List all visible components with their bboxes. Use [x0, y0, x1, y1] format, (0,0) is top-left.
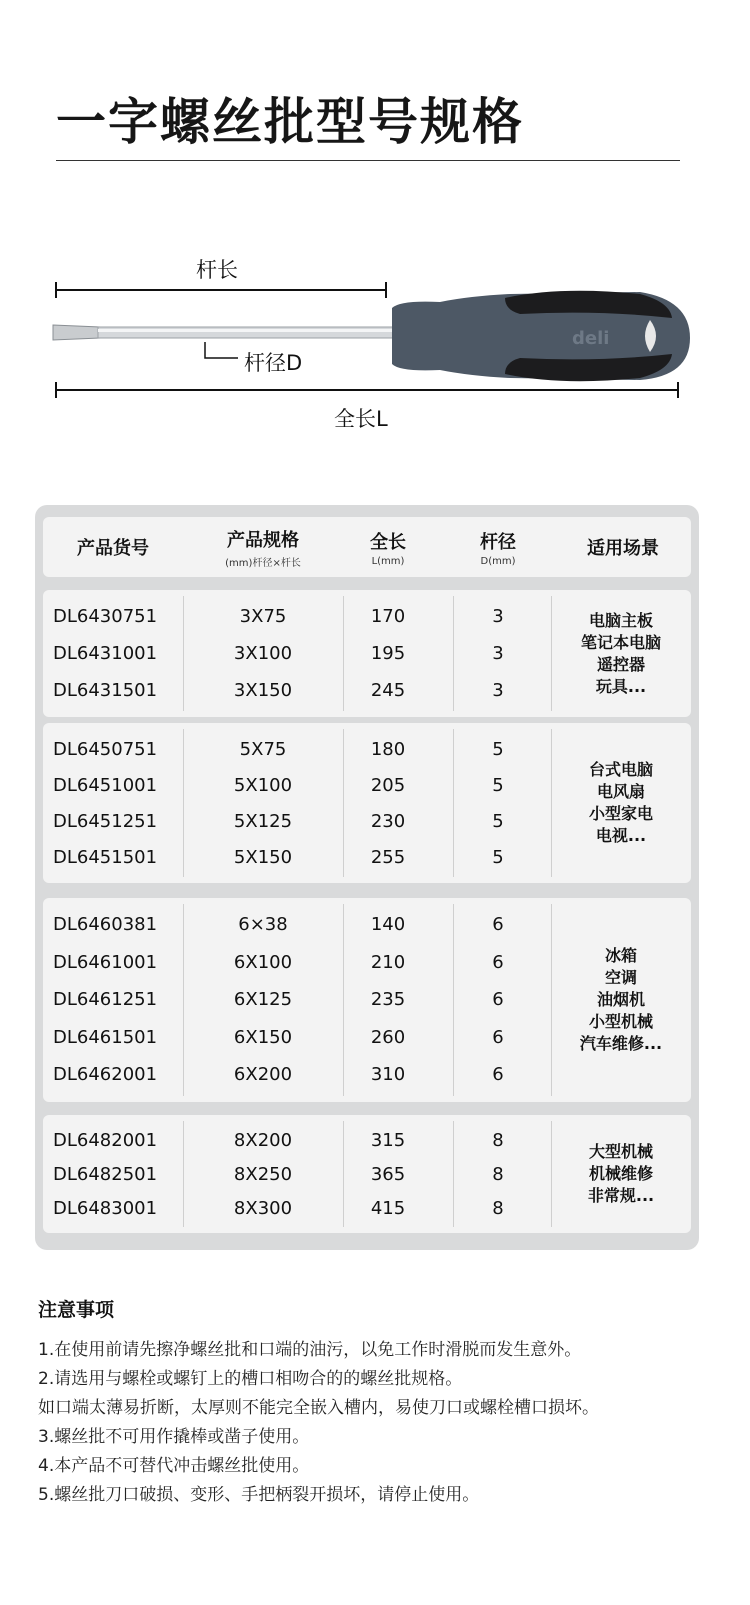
cell-spec: 8X200 — [233, 1129, 293, 1151]
notes-section — [38, 1295, 728, 1510]
screwdriver-diagram — [0, 230, 750, 440]
cell-product-code: DL6462001 — [53, 1064, 158, 1086]
table-row — [43, 1157, 513, 1191]
scene-item: 小型机械 — [588, 1011, 653, 1031]
table-row — [43, 767, 513, 803]
scene-item: 非常规... — [587, 1186, 655, 1205]
cell-total-length: 260 — [370, 1026, 406, 1048]
table-row — [43, 981, 513, 1019]
spec-table — [35, 505, 699, 1250]
note-line: 1.在使用前请先擦净螺丝批和口端的油污，以免工作时滑脱而发生意外。 — [38, 1340, 582, 1360]
cell-total-length: 415 — [370, 1197, 406, 1219]
table-row — [43, 906, 513, 944]
cell-product-code: DL6482501 — [53, 1163, 158, 1185]
header-scene: 适用场景 — [587, 538, 659, 559]
table-row — [43, 1191, 513, 1225]
scene-item: 电风扇 — [596, 782, 645, 801]
scene-item: 玩具... — [595, 676, 647, 696]
header-total-length: 全长 L(mm) — [370, 531, 406, 567]
table-row — [43, 672, 513, 709]
cell-diameter: 6 — [492, 914, 504, 936]
cell-spec: 6X125 — [233, 989, 293, 1011]
cell-total-length: 365 — [370, 1163, 406, 1185]
cell-diameter: 5 — [492, 846, 504, 868]
table-row — [43, 944, 513, 982]
cell-spec: 5X150 — [233, 846, 293, 868]
cell-spec: 5X100 — [233, 774, 293, 796]
cell-spec: 8X250 — [233, 1163, 293, 1185]
cell-spec: 6×38 — [238, 914, 288, 936]
table-row — [43, 1019, 513, 1057]
header-spec: 产品规格 (mm)杆径×杆长 — [225, 529, 301, 569]
brand-logo: deli — [572, 328, 610, 349]
cell-spec: 5X125 — [233, 810, 293, 832]
scene-item: 油烟机 — [596, 989, 645, 1009]
cell-spec: 3X100 — [233, 643, 293, 664]
cell-product-code: DL6482001 — [53, 1129, 158, 1151]
cell-spec: 3X150 — [233, 680, 293, 701]
cell-total-length: 245 — [370, 680, 406, 701]
cell-total-length: 235 — [370, 989, 406, 1011]
header-product-code: 产品货号 — [77, 538, 149, 559]
table-header — [43, 517, 691, 577]
scene-item: 空调 — [604, 967, 637, 987]
scene-item: 冰箱 — [604, 945, 637, 965]
cell-total-length: 180 — [370, 738, 406, 760]
cell-product-code: DL6483001 — [53, 1197, 158, 1219]
cell-product-code: DL6461501 — [53, 1026, 158, 1048]
cell-diameter: 6 — [492, 951, 504, 973]
table-row — [43, 1123, 513, 1157]
table-row — [43, 598, 513, 635]
cell-diameter: 5 — [492, 810, 504, 832]
cell-spec: 6X200 — [233, 1064, 293, 1086]
table-group — [43, 898, 691, 1102]
cell-total-length: 315 — [370, 1129, 406, 1151]
note-line: 4.本产品不可替代冲击螺丝批使用。 — [38, 1456, 310, 1476]
cell-diameter: 3 — [492, 606, 504, 627]
scene-item: 汽车维修... — [579, 1033, 663, 1053]
shaft-length-label: 杆长 — [196, 258, 238, 282]
cell-product-code: DL6430751 — [53, 606, 158, 627]
cell-scene — [551, 1115, 691, 1233]
total-length-label: 全长L — [334, 407, 388, 431]
table-row — [43, 803, 513, 839]
cell-product-code: DL6451501 — [53, 846, 158, 868]
cell-scene — [551, 590, 691, 717]
cell-product-code: DL6460381 — [53, 914, 158, 936]
cell-total-length: 195 — [370, 643, 406, 664]
cell-scene — [551, 723, 691, 883]
cell-diameter: 8 — [492, 1197, 504, 1219]
scene-item: 小型家电 — [588, 804, 653, 823]
cell-total-length: 170 — [370, 606, 406, 627]
page-title: 一字螺丝批型号规格 — [56, 93, 524, 151]
note-line: 3.螺丝批不可用作撬棒或凿子使用。 — [38, 1427, 310, 1447]
table-group — [43, 723, 691, 883]
cell-diameter: 6 — [492, 1026, 504, 1048]
table-row — [43, 731, 513, 767]
cell-total-length: 310 — [370, 1064, 406, 1086]
scene-item: 大型机械 — [588, 1142, 653, 1161]
cell-spec: 8X300 — [233, 1197, 293, 1219]
cell-spec: 6X100 — [233, 951, 293, 973]
cell-scene — [551, 898, 691, 1102]
cell-spec: 6X150 — [233, 1026, 293, 1048]
notes-title: 注意事项 — [38, 1299, 115, 1321]
cell-total-length: 255 — [370, 846, 406, 868]
note-line: 5.螺丝批刀口破损、变形、手把柄裂开损坏，请停止使用。 — [38, 1485, 480, 1505]
cell-product-code: DL6451001 — [53, 774, 158, 796]
cell-diameter: 3 — [492, 680, 504, 701]
scene-item: 电脑主板 — [588, 610, 653, 630]
table-group — [43, 1115, 691, 1233]
scene-item: 电视... — [595, 826, 647, 845]
cell-diameter: 8 — [492, 1129, 504, 1151]
cell-product-code: DL6461001 — [53, 951, 158, 973]
table-row — [43, 839, 513, 875]
cell-product-code: DL6431501 — [53, 680, 158, 701]
cell-diameter: 8 — [492, 1163, 504, 1185]
scene-item: 台式电脑 — [588, 760, 653, 779]
header-diameter: 杆径 D(mm) — [480, 531, 516, 567]
cell-total-length: 140 — [370, 914, 406, 936]
title-divider — [56, 160, 680, 161]
note-line: 2.请选用与螺栓或螺钉上的槽口相吻合的的螺丝批规格。 — [38, 1369, 463, 1389]
cell-total-length: 205 — [370, 774, 406, 796]
cell-diameter: 5 — [492, 738, 504, 760]
cell-spec: 3X75 — [239, 606, 287, 627]
shaft-diameter-label: 杆径D — [244, 351, 303, 375]
cell-product-code: DL6450751 — [53, 738, 158, 760]
cell-diameter: 5 — [492, 774, 504, 796]
table-row — [43, 635, 513, 672]
cell-diameter: 3 — [492, 643, 504, 664]
cell-diameter: 6 — [492, 989, 504, 1011]
cell-diameter: 6 — [492, 1064, 504, 1086]
scene-item: 遥控器 — [596, 654, 645, 674]
note-line: 如口端太薄易折断，太厚则不能完全嵌入槽内，易使刀口或螺栓槽口损坏。 — [38, 1398, 599, 1418]
scene-item: 笔记本电脑 — [580, 632, 661, 652]
cell-product-code: DL6461251 — [53, 989, 158, 1011]
table-row — [43, 1056, 513, 1094]
table-group — [43, 590, 691, 717]
cell-spec: 5X75 — [239, 738, 287, 760]
scene-item: 机械维修 — [588, 1164, 653, 1183]
cell-total-length: 230 — [370, 810, 406, 832]
cell-product-code: DL6431001 — [53, 643, 158, 664]
cell-total-length: 210 — [370, 951, 406, 973]
cell-product-code: DL6451251 — [53, 810, 158, 832]
